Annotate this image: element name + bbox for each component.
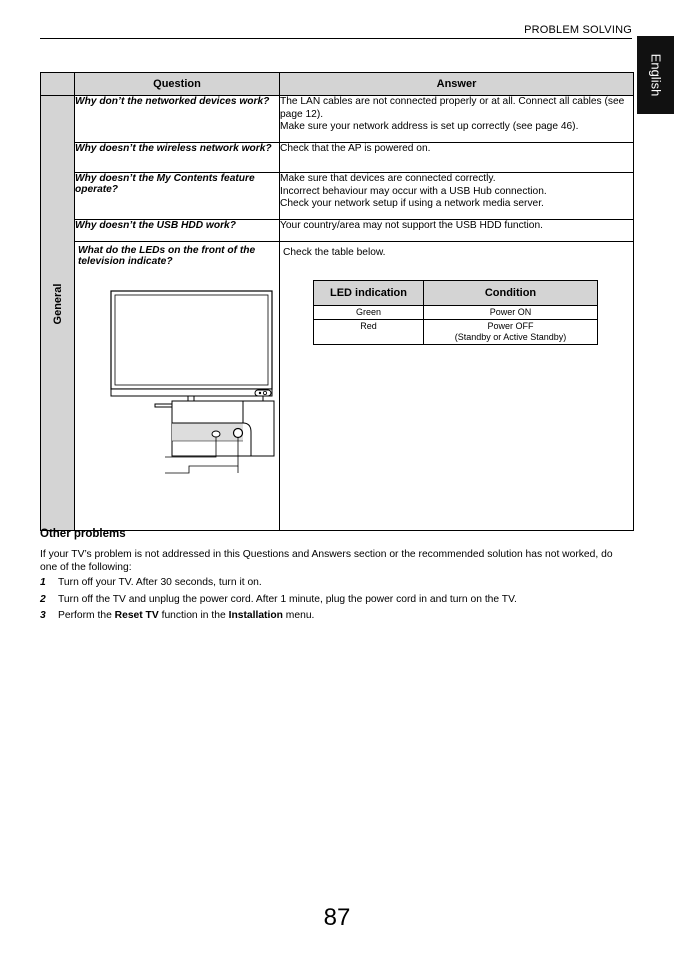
answer-line: Check that the AP is powered on. xyxy=(280,143,431,154)
step-text-pre: Perform the xyxy=(58,610,115,621)
led-condition-cell: Power ON xyxy=(424,306,598,320)
led-table xyxy=(313,280,598,345)
question-cell: Why don’t the networked devices work? xyxy=(75,96,280,143)
table-row xyxy=(41,220,634,242)
step-text: Turn off your TV. After 30 seconds, turn it on. xyxy=(58,577,262,588)
section-header: PROBLEM SOLVING xyxy=(524,24,632,36)
side-header-cell xyxy=(41,73,75,96)
side-category-label: General xyxy=(51,283,64,325)
answer-line: Incorrect behaviour may occur with a USB Hub connection. xyxy=(280,185,547,197)
other-problems-heading: Other problems xyxy=(40,528,126,540)
installation-term: Installation xyxy=(228,610,283,621)
step-number: 3 xyxy=(40,610,46,621)
light-sensor-dot xyxy=(212,431,220,437)
tv-drawing xyxy=(75,270,279,530)
header-divider xyxy=(40,38,632,39)
table-row xyxy=(41,143,634,173)
answer-line: Your country/area may not support the USB HDD function. xyxy=(280,220,543,231)
language-tab xyxy=(637,36,674,114)
question-column-header: Question xyxy=(75,73,280,96)
side-category-cell xyxy=(41,96,75,531)
answer-cell-with-led-table xyxy=(280,242,634,531)
led-condition-cell xyxy=(424,320,598,345)
question-cell: Why doesn’t the wireless network work? xyxy=(75,143,280,173)
page-number: 87 xyxy=(323,904,351,931)
answer-line: Make sure that devices are connected correctly. xyxy=(280,173,496,184)
answer-line: Check the table below. xyxy=(283,247,386,258)
led-condition-line: Power OFF xyxy=(487,321,534,331)
answer-cell xyxy=(280,173,634,220)
question-cell: Why doesn’t the USB HDD work? xyxy=(75,220,280,242)
question-cell-with-illustration xyxy=(75,242,280,531)
answer-line: Check your network setup if using a network media server. xyxy=(280,198,544,209)
step-number: 2 xyxy=(40,594,46,605)
led-indication-header: LED indication xyxy=(314,281,424,306)
reset-tv-term: Reset TV xyxy=(114,610,159,621)
step-number: 1 xyxy=(40,577,46,588)
table-row xyxy=(41,173,634,220)
led-indication-cell: Green xyxy=(314,306,424,320)
language-tab-label: English xyxy=(648,53,663,97)
table-row xyxy=(41,96,634,143)
led-condition-header: Condition xyxy=(424,281,598,306)
table-row xyxy=(41,242,634,531)
answer-cell xyxy=(280,143,634,173)
step-text-post: menu. xyxy=(282,610,315,621)
step-text: Turn off the TV and unplug the power cord. After 1 minute, plug the power cord in and turn on the TV. xyxy=(58,594,517,605)
qa-table-header xyxy=(41,73,634,96)
answer-cell xyxy=(280,96,634,143)
answer-line: Make sure your network address is set up correctly (see page 46). xyxy=(280,121,579,132)
table-row xyxy=(314,320,598,345)
tv-bottom-bezel xyxy=(111,389,272,396)
table-row xyxy=(314,306,598,320)
question-text: What do the LEDs on the front of the television indicate? xyxy=(78,245,256,267)
list-item xyxy=(40,577,262,588)
other-problems-intro: If your TV’s problem is not addressed in this Questions and Answers section or the recommended solution has not worked, do one of the following: xyxy=(40,549,613,573)
question-cell: Why doesn’t the My Contents feature operate? xyxy=(75,173,280,220)
list-item xyxy=(40,594,517,605)
led-condition-line: (Standby or Active Standby) xyxy=(454,332,567,342)
qa-table xyxy=(40,72,634,531)
answer-cell xyxy=(280,220,634,242)
led-indication-cell: Red xyxy=(314,320,424,345)
answer-line: The LAN cables are not connected properly or at all. Connect all cables (see page 12). xyxy=(280,96,625,120)
answer-column-header: Answer xyxy=(280,73,634,96)
tv-screen xyxy=(115,295,268,385)
step-text-mid: function in the xyxy=(158,610,229,621)
remote-sensor-dot xyxy=(234,429,243,438)
list-item xyxy=(40,610,314,621)
tv-illustration xyxy=(75,270,279,530)
